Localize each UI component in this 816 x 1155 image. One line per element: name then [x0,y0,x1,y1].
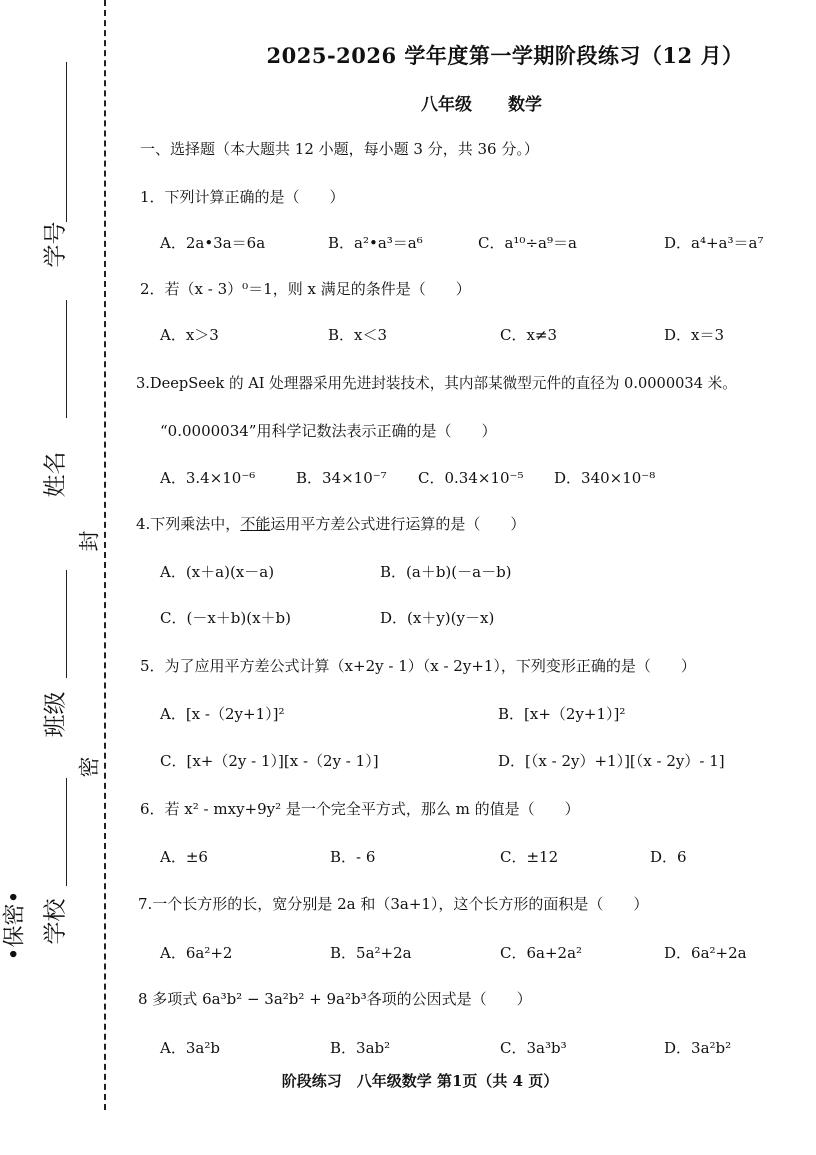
question-5-stem: 5．为了应用平方差公式计算（x+2y - 1）（x - 2y+1），下列变形正确的是（ ） [140,657,696,675]
q4-stem-emphasis: 不能 [240,515,271,533]
q1-option-a: A．2a•3a＝6a [160,234,266,252]
q3-option-d: D．340×10⁻⁸ [554,469,656,487]
class-fill-line [66,570,67,678]
name-fill-line [66,300,67,418]
q1-option-c: C．a¹⁰÷a⁹＝a [478,234,577,252]
school-fill-line [66,778,67,886]
q2-option-a: A．x＞3 [160,326,219,344]
q6-option-d: D．6 [650,848,687,866]
class-label: 班级 [42,691,69,738]
question-8-stem: 8 多项式 6a³b² − 3a²b² + 9a²b³各项的公因式是（ ） [138,990,532,1008]
q7-option-d: D．6a²+2a [664,944,747,962]
subject-label: 数学 [508,95,542,115]
exam-title: 2025-2026 学年度第一学期阶段练习（12 月） [266,43,744,68]
q1-option-d: D．a⁴+a³＝a⁷ [664,234,764,252]
q8-option-a: A．3a²b [160,1039,220,1057]
question-7-stem: 7.一个长方形的长，宽分别是 2a 和（3a+1），这个长方形的面积是（ ） [138,895,649,913]
binding-dashed-line [104,0,106,1110]
student-id-label: 学号 [42,221,69,268]
q5-option-b: B．[x+（2y+1）]² [498,705,626,723]
q4-option-d: D．(x＋y)(y－x) [380,609,495,627]
q4-option-a: A．(x＋a)(x－a) [160,563,275,581]
question-2-stem: 2．若（x - 3）⁰＝1，则 x 满足的条件是（ ） [140,280,471,298]
name-label: 姓名 [42,451,69,498]
question-4-stem [136,513,525,534]
q5-option-d: D．[（x - 2y）+1）][（x - 2y）- 1] [498,752,725,770]
seal-mi-char: 密 [77,756,102,778]
seal-feng-char: 封 [77,530,102,552]
student-id-fill-line [66,62,67,222]
q3-option-b: B．34×10⁻⁷ [296,469,387,487]
school-label: 学校 [42,898,69,945]
q7-option-b: B．5a²+2a [330,944,412,962]
q4-stem-post: 运用平方差公式进行运算的是（ ） [270,515,526,533]
question-3-stem: 3.DeepSeek 的 AI 处理器采用先进封装技术，其内部某微型元件的直径为 0.0000034 米。 [136,375,737,392]
q3-option-a: A．3.4×10⁻⁶ [160,469,256,487]
q7-option-c: C．6a+2a² [500,944,583,962]
page-footer: 阶段练习 八年级数学 第1页（共 4 页） [281,1072,559,1090]
q8-option-b: B．3ab² [330,1039,391,1057]
q7-option-a: A．6a²+2 [160,944,233,962]
q3-option-c: C．0.34×10⁻⁵ [418,469,524,487]
question-6-stem: 6．若 x² - mxy+9y² 是一个完全平方式，那么 m 的值是（ ） [140,800,580,818]
q4-stem-pre: 4.下列乘法中， [136,515,241,533]
question-1-stem: 1．下列计算正确的是（ ） [140,188,345,206]
q5-option-c: C．[x+（2y - 1）][x -（2y - 1）] [160,752,379,770]
q2-option-c: C．x≠3 [500,326,558,344]
q2-option-b: B．x＜3 [328,326,388,344]
q8-option-c: C．3a³b³ [500,1039,567,1057]
q6-option-c: C．±12 [500,848,559,866]
q5-option-a: A．[x -（2y+1）]² [160,705,285,723]
q4-option-b: B．(a＋b)(－a－b) [380,563,512,581]
q1-option-b: B．a²•a³＝a⁶ [328,234,423,252]
grade-label: 八年级 [421,95,472,115]
q4-option-c: C．(－x＋b)(x＋b) [160,609,292,627]
q2-option-d: D．x＝3 [664,326,725,344]
q8-option-d: D．3a²b² [664,1039,732,1057]
section-heading: 一、选择题（本大题共 12 小题，每小题 3 分，共 36 分。） [140,140,539,158]
confidential-label: •保密• [2,890,28,961]
q6-option-a: A．±6 [160,848,208,866]
question-3-stem-line2: “0.0000034”用科学记数法表示正确的是（ ） [160,422,497,440]
q6-option-b: B．- 6 [330,848,376,866]
